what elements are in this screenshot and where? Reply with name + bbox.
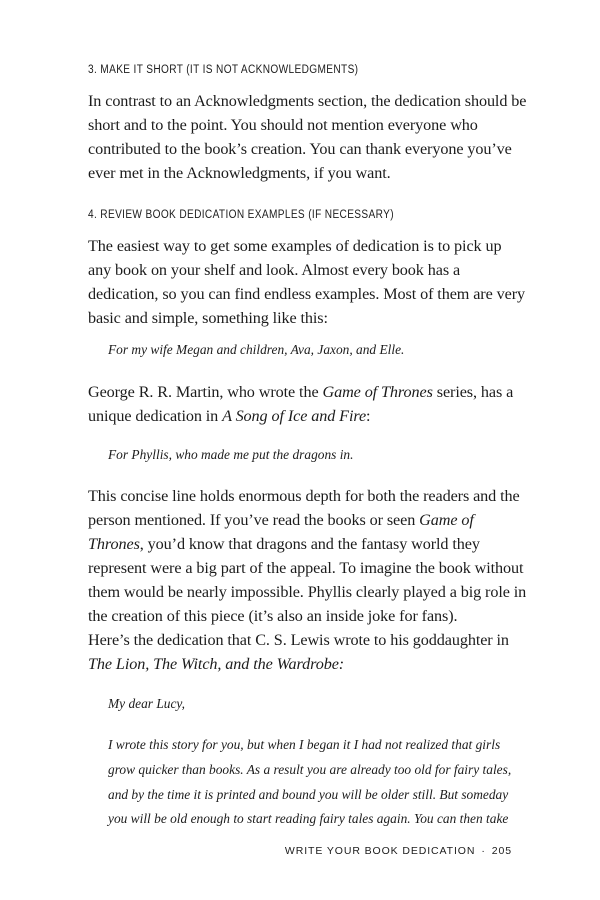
martin-book-title-2: A Song of Ice and Fire [222, 407, 367, 425]
section-3-paragraph: In contrast to an Acknowledgments section, the dedication should be short and to the point. You should not mention everyone who contributed to the book’s creation. You can thank everyone you’ve ever met in the Acknowledgments, if you want. [88, 92, 527, 182]
lewis-paragraph [88, 628, 528, 676]
lewis-salutation: My dear Lucy, [108, 696, 185, 711]
example-dedication-quote: For my wife Megan and children, Ava, Jaxon, and Elle. [108, 342, 405, 357]
analysis-paragraph [88, 484, 528, 628]
martin-text-1: George R. R. Martin, who wrote the [88, 383, 323, 401]
analysis-text-1: This concise line holds enormous depth for both the readers and the person mentioned. If you’ve read the books or seen [88, 487, 520, 529]
martin-text-3: : [366, 407, 371, 425]
footer-separator: · [481, 845, 486, 857]
martin-dedication-quote: For Phyllis, who made me put the dragons in. [108, 447, 354, 462]
lewis-dedication-quote: I wrote this story for you, but when I began it I had not realized that girls grow quicker than books. As a result you are already too old for fairy tales, and by the time it is printed and bound you will be older still. But someday you will be old enough to start reading fairy tales again. You can then take [108, 737, 512, 827]
section-4-heading: 4. REVIEW BOOK DEDICATION EXAMPLES (IF NECESSARY) [88, 209, 394, 221]
page-footer [285, 845, 512, 857]
page-number: 205 [491, 845, 512, 857]
lewis-text: Here’s the dedication that C. S. Lewis wrote to his goddaughter in [88, 631, 509, 649]
analysis-text-2: , you’d know that dragons and the fantasy world they represent were a big part of the appeal. To imagine the book without them would be nearly impossible. Phyllis clearly played a big role in the creation of this piece (it’s also an inside joke for fans). [88, 535, 527, 625]
running-title: WRITE YOUR BOOK DEDICATION [284, 845, 476, 857]
lewis-book-title: The Lion, The Witch, and the Wardrobe: [88, 655, 345, 673]
martin-paragraph [88, 380, 528, 428]
martin-book-title-1: Game of Thrones [322, 383, 433, 401]
analysis-book-title: Game of Thrones [88, 511, 474, 553]
section-3-heading: 3. MAKE IT SHORT (IT IS NOT ACKNOWLEDGMENTS) [88, 64, 359, 76]
martin-text-2: series, has a unique dedication in [88, 383, 514, 425]
section-4-intro-paragraph: The easiest way to get some examples of dedication is to pick up any book on your shelf and look. Almost every book has a dedication, so you can find endless examples. Most of them are very basic and simple, something like this: [88, 237, 525, 327]
